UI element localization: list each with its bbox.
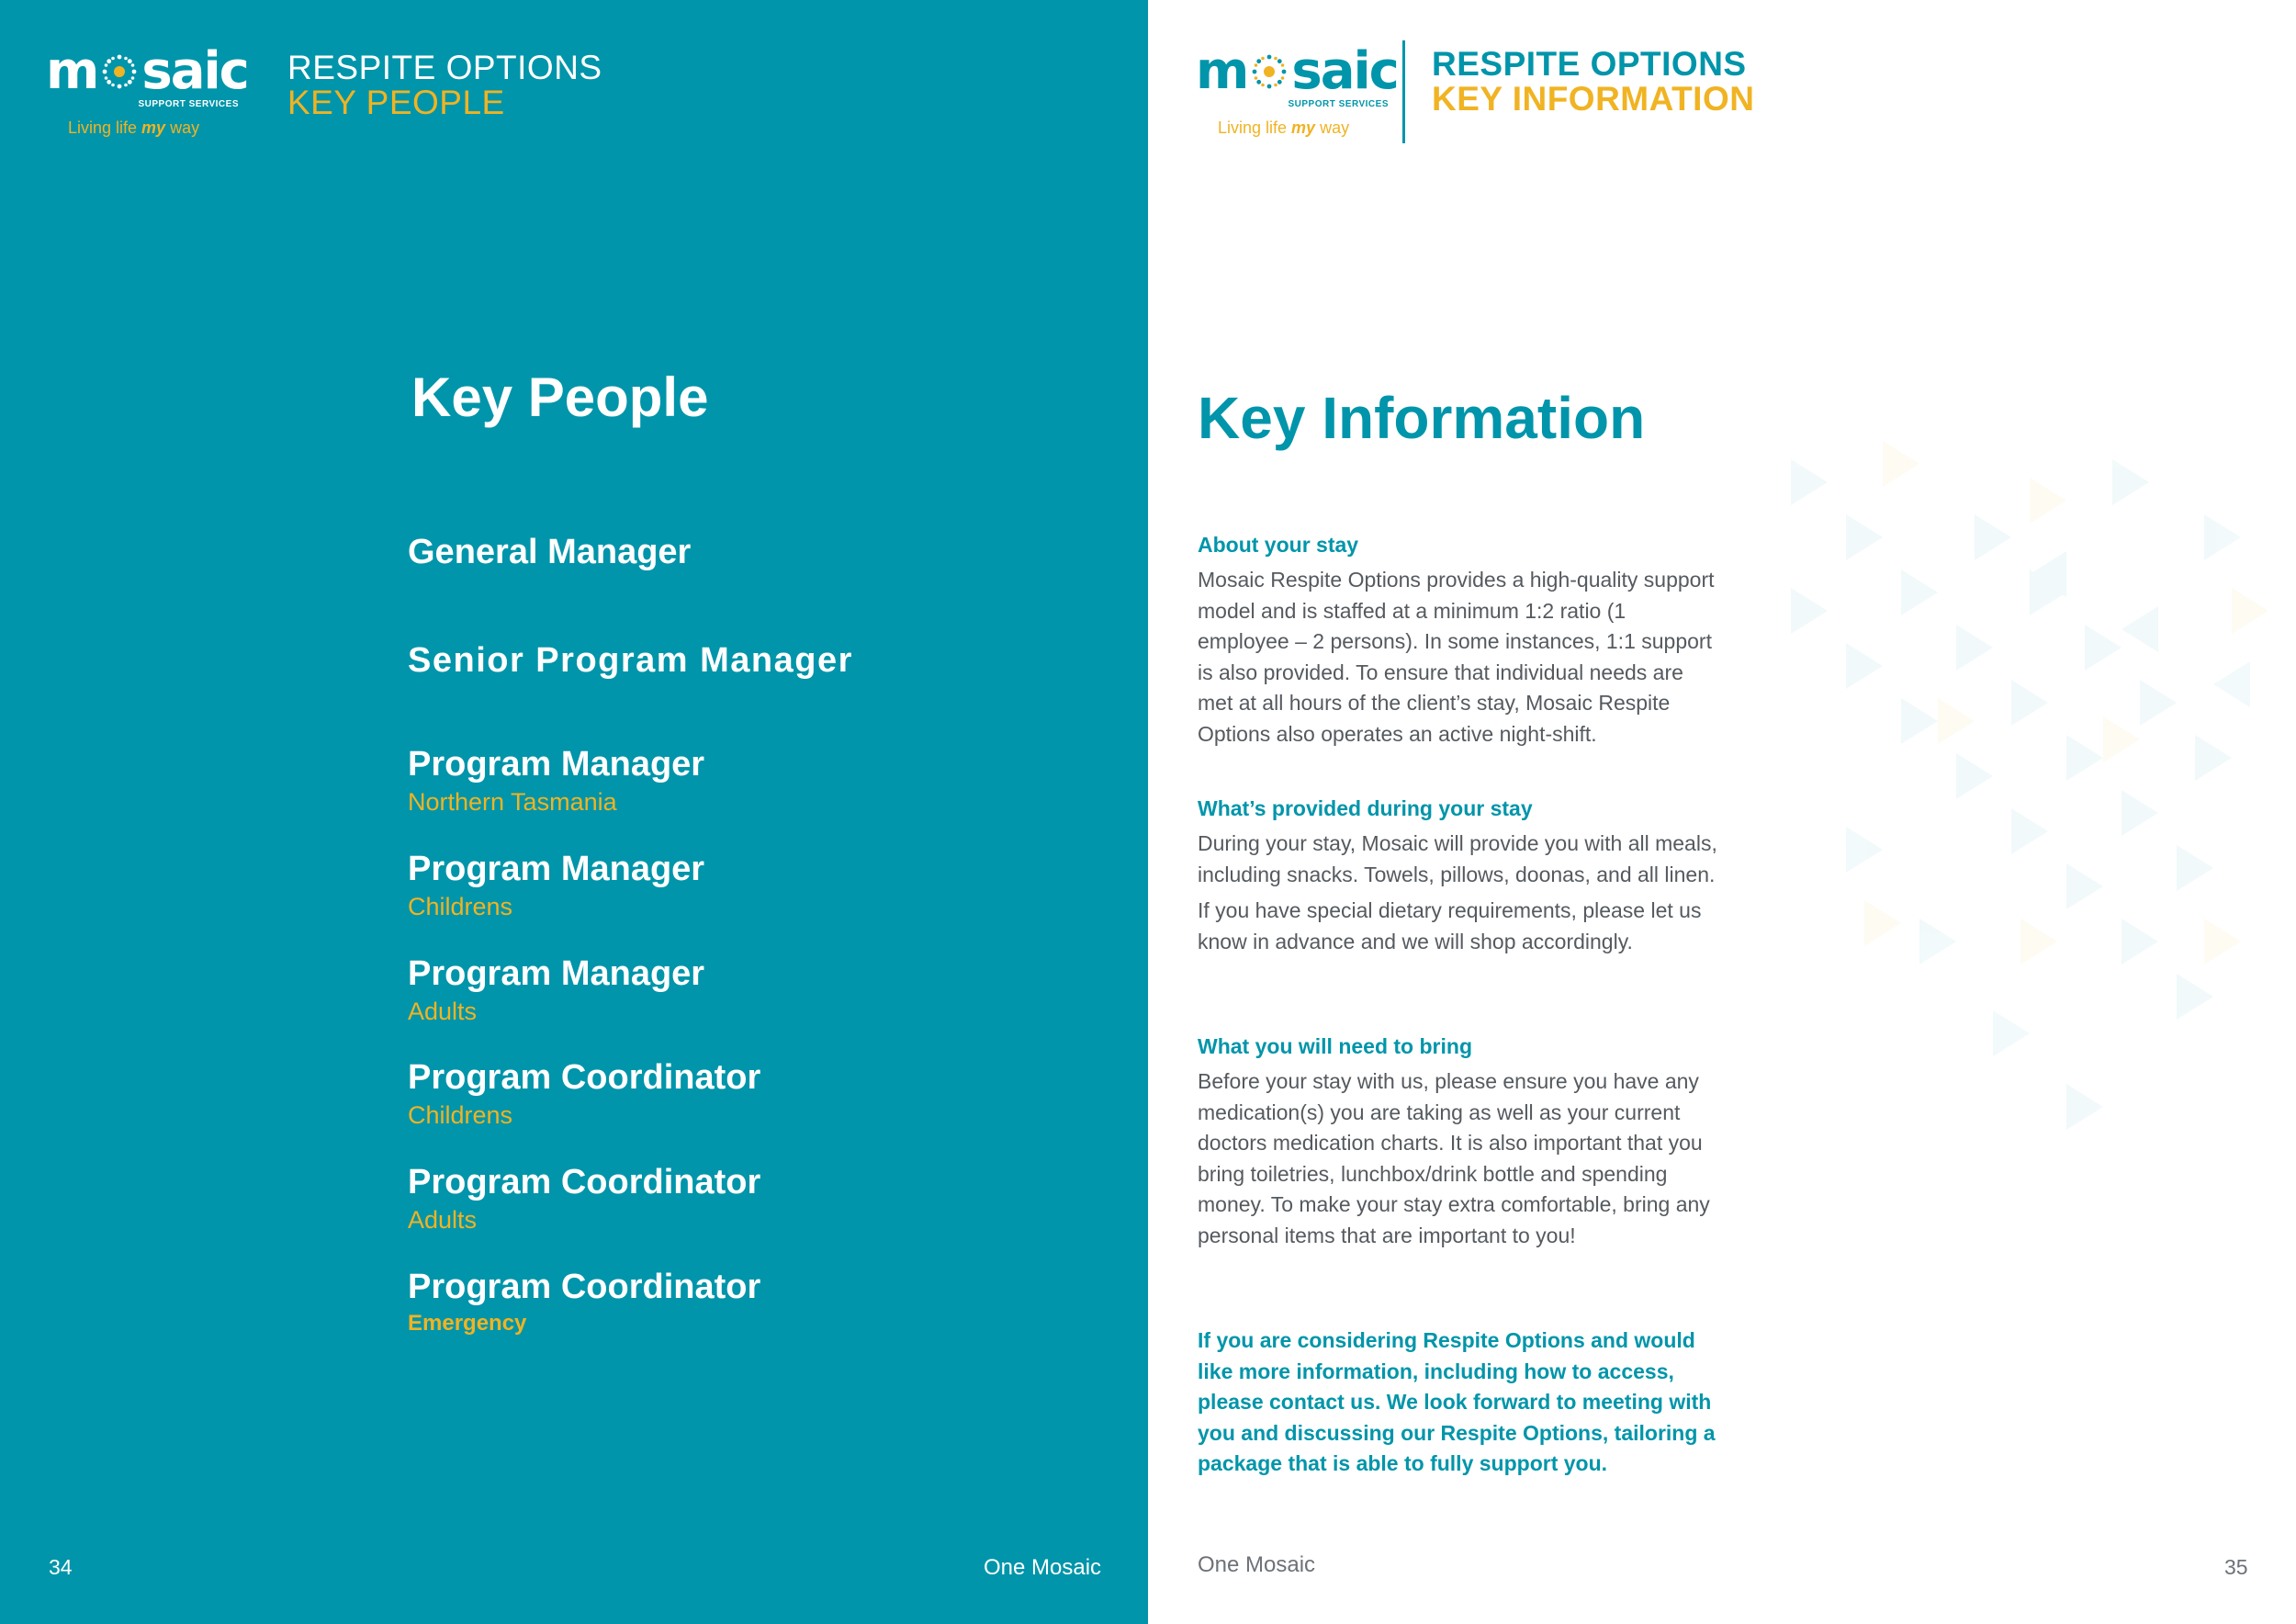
logo-letter-m: m [1196, 41, 1248, 101]
person-role: Program Coordinator [408, 1268, 761, 1306]
person-area: Northern Tasmania [408, 788, 617, 816]
mosaic-logo [46, 41, 248, 137]
page-footer: One Mosaic [984, 1555, 1102, 1580]
person-entry [408, 641, 853, 681]
logo-subtitle: SUPPORT SERVICES [138, 99, 239, 109]
mosaic-logo [1196, 41, 1398, 138]
mosaic-sunburst-icon [99, 51, 140, 92]
logo-subtitle: SUPPORT SERVICES [1288, 99, 1389, 109]
person-entry [408, 1268, 760, 1336]
info-section-bring [1198, 1034, 1721, 1251]
logo-tagline: Living life my way [1218, 118, 1350, 137]
person-entry [408, 954, 704, 1026]
section-title: About your stay [1198, 533, 1359, 557]
person-role: Senior Program Manager [408, 641, 853, 680]
page-number: 35 [2224, 1555, 2248, 1579]
section-paragraph: Mosaic Respite Options provides a high-quality support model and is staffed at a minimum 1:2 ratio (1 employee – 2 persons). In some instances, 1:1 support is also provided. To ensure that individual needs are met at all hours of the client’s stay, Mosaic Respite Options also operates an active night-shift. [1198, 568, 1715, 746]
page-number: 34 [49, 1555, 73, 1579]
section-paragraph: Before your stay with us, please ensure you have any medication(s) you are taking as well as your current doctors medication charts. It is also important that you bring toiletries, lunchbox/drink bottle and spending money. To make your stay extra comfortable, bring any personal items that are important to you! [1198, 1069, 1710, 1247]
logo-tagline: Living life my way [68, 118, 200, 137]
section-header [1432, 47, 1754, 117]
info-section-provided [1198, 796, 1721, 957]
right-page [1148, 0, 2296, 1624]
person-area: Childrens [408, 1101, 513, 1129]
person-role: Program Coordinator [408, 1163, 761, 1201]
section-paragraph: If you have special dietary requirements, please let us know in advance and we will shop accordingly. [1198, 898, 1702, 953]
person-role: General Manager [408, 533, 692, 571]
person-role: Program Manager [408, 954, 705, 993]
section-title: What you will need to bring [1198, 1034, 1472, 1058]
mosaic-sunburst-icon [1249, 51, 1289, 92]
header-divider [1402, 40, 1405, 143]
person-area: Adults [408, 998, 478, 1025]
person-area: Emergency [408, 1311, 527, 1336]
person-role: Program Coordinator [408, 1058, 761, 1097]
person-area: Adults [408, 1206, 478, 1234]
page-title: Key Information [1198, 385, 1646, 451]
section-title: What’s provided during your stay [1198, 796, 1533, 820]
section-paragraph: During your stay, Mosaic will provide you with all meals, including snacks. Towels, pillows, doonas, and all linen. [1198, 831, 1717, 886]
header-line-2: KEY PEOPLE [287, 84, 505, 121]
header-line-2: KEY INFORMATION [1432, 80, 1755, 118]
person-entry [408, 745, 704, 817]
page-title: Key People [411, 367, 709, 428]
contact-callout [1198, 1325, 1721, 1480]
person-entry [408, 1058, 760, 1130]
callout-text: If you are considering Respite Options and would like more information, including how to access, please contact us. We look forward to meeting with you and discussing our Respite Options, tailoring a package that is able to fully support you. [1198, 1328, 1716, 1475]
logo-letter-m: m [46, 41, 98, 101]
person-role: Program Manager [408, 745, 705, 784]
page-footer: One Mosaic [1198, 1552, 1316, 1577]
person-entry [408, 1163, 760, 1235]
person-area: Childrens [408, 893, 513, 920]
info-section-about [1198, 533, 1721, 750]
logo-wordmark: saic [1291, 41, 1398, 101]
header-line-1: RESPITE OPTIONS [1432, 45, 1747, 83]
logo-wordmark: saic [141, 41, 248, 101]
section-header [287, 51, 602, 120]
person-entry [408, 850, 704, 921]
header-line-1: RESPITE OPTIONS [287, 49, 602, 86]
person-entry [408, 533, 691, 572]
person-role: Program Manager [408, 850, 705, 888]
